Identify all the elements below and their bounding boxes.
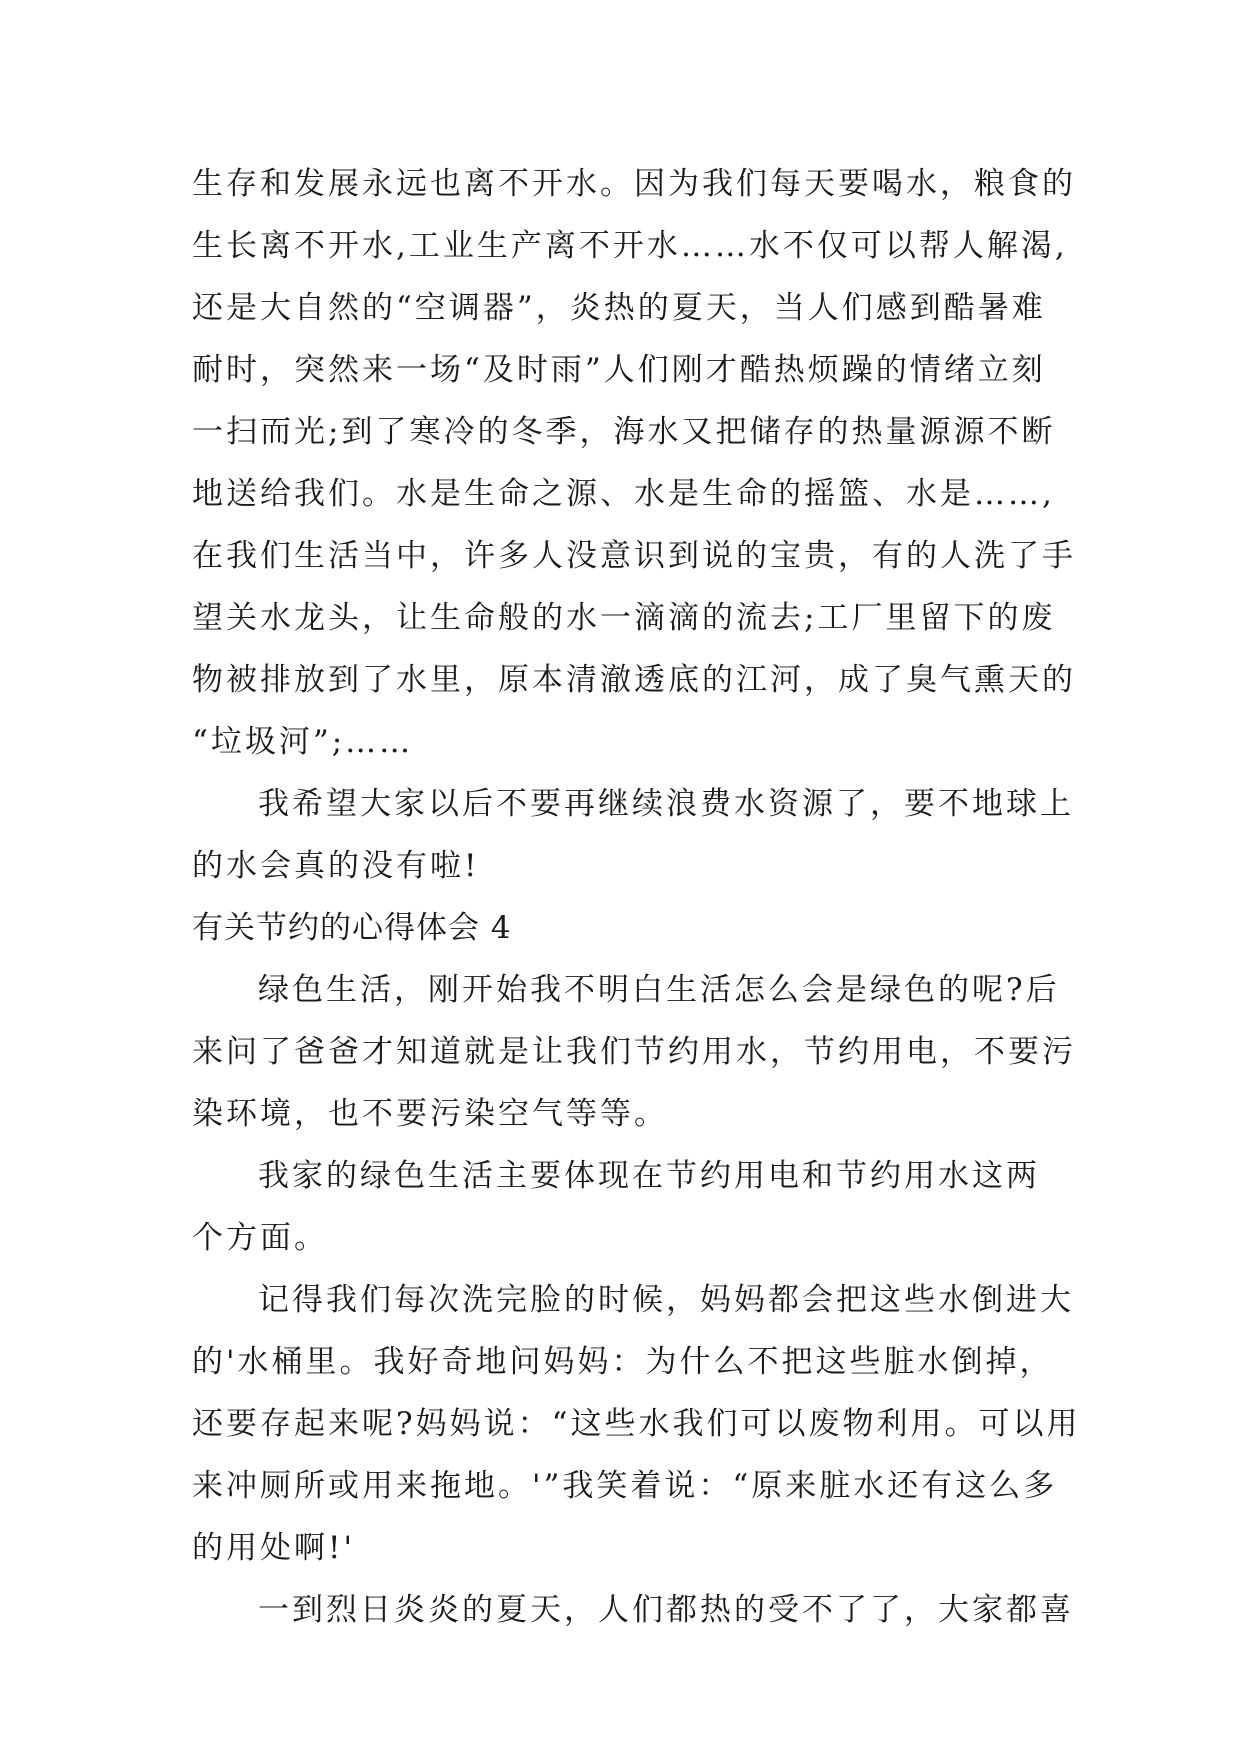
text-line: 的用处啊!'	[192, 1530, 355, 1566]
paragraph-first-line: 我家的绿色生活主要体现在节约用电和节约用水这两	[258, 1158, 1040, 1194]
text-line: 的水会真的没有啦!	[192, 848, 480, 884]
paragraph-first-line: 一到烈日炎炎的夏天，人们都热的受不了了，大家都喜	[258, 1592, 1074, 1628]
text-line: 生长离不开水,工业生产离不开水……水不仅可以帮人解渴,	[192, 228, 1068, 264]
text-line: 在我们生活当中，许多人没意识到说的宝贵，有的人洗了手	[192, 538, 1076, 574]
text-line: 物被排放到了水里，原本清澈透底的江河，成了臭气熏天的	[192, 662, 1076, 698]
text-line: 地送给我们。水是生命之源、水是生命的摇篮、水是……,	[192, 476, 1055, 512]
text-line: 一扫而光;到了寒冷的冬季，海水又把储存的热量源源不断	[192, 414, 1056, 450]
text-line: 还是大自然的“空调器”，炎热的夏天，当人们感到酷暑难	[192, 290, 1046, 326]
text-line: 生存和发展永远也离不开水。因为我们每天要喝水，粮食的	[192, 166, 1076, 202]
text-line: 望关水龙头，让生命般的水一滴滴的流去;工厂里留下的废	[192, 600, 1056, 636]
text-line: 来冲厕所或用来拖地。'”我笑着说：“原来脏水还有这么多	[192, 1468, 1058, 1504]
text-line: 的'水桶里。我好奇地问妈妈：为什么不把这些脏水倒掉，	[192, 1344, 1054, 1380]
paragraph-first-line: 绿色生活，刚开始我不明白生活怎么会是绿色的呢?后	[258, 972, 1060, 1008]
text-line: 还要存起来呢?妈妈说：“这些水我们可以废物利用。可以用	[192, 1406, 1081, 1442]
text-line: 耐时，突然来一场“及时雨”人们刚才酷热烦躁的情绪立刻	[192, 352, 1046, 388]
text-line: “垃圾河”;……	[192, 724, 414, 760]
text-line: 染环境，也不要污染空气等等。	[192, 1096, 668, 1132]
paragraph-first-line: 记得我们每次洗完脸的时候，妈妈都会把这些水倒进大	[258, 1282, 1074, 1318]
section-heading: 有关节约的心得体会 4	[192, 910, 512, 946]
text-line: 来问了爸爸才知道就是让我们节约用水，节约用电，不要污	[192, 1034, 1076, 1070]
paragraph-first-line: 我希望大家以后不要再继续浪费水资源了，要不地球上	[258, 786, 1074, 822]
text-line: 个方面。	[192, 1220, 328, 1256]
document-body	[192, 153, 1082, 1641]
